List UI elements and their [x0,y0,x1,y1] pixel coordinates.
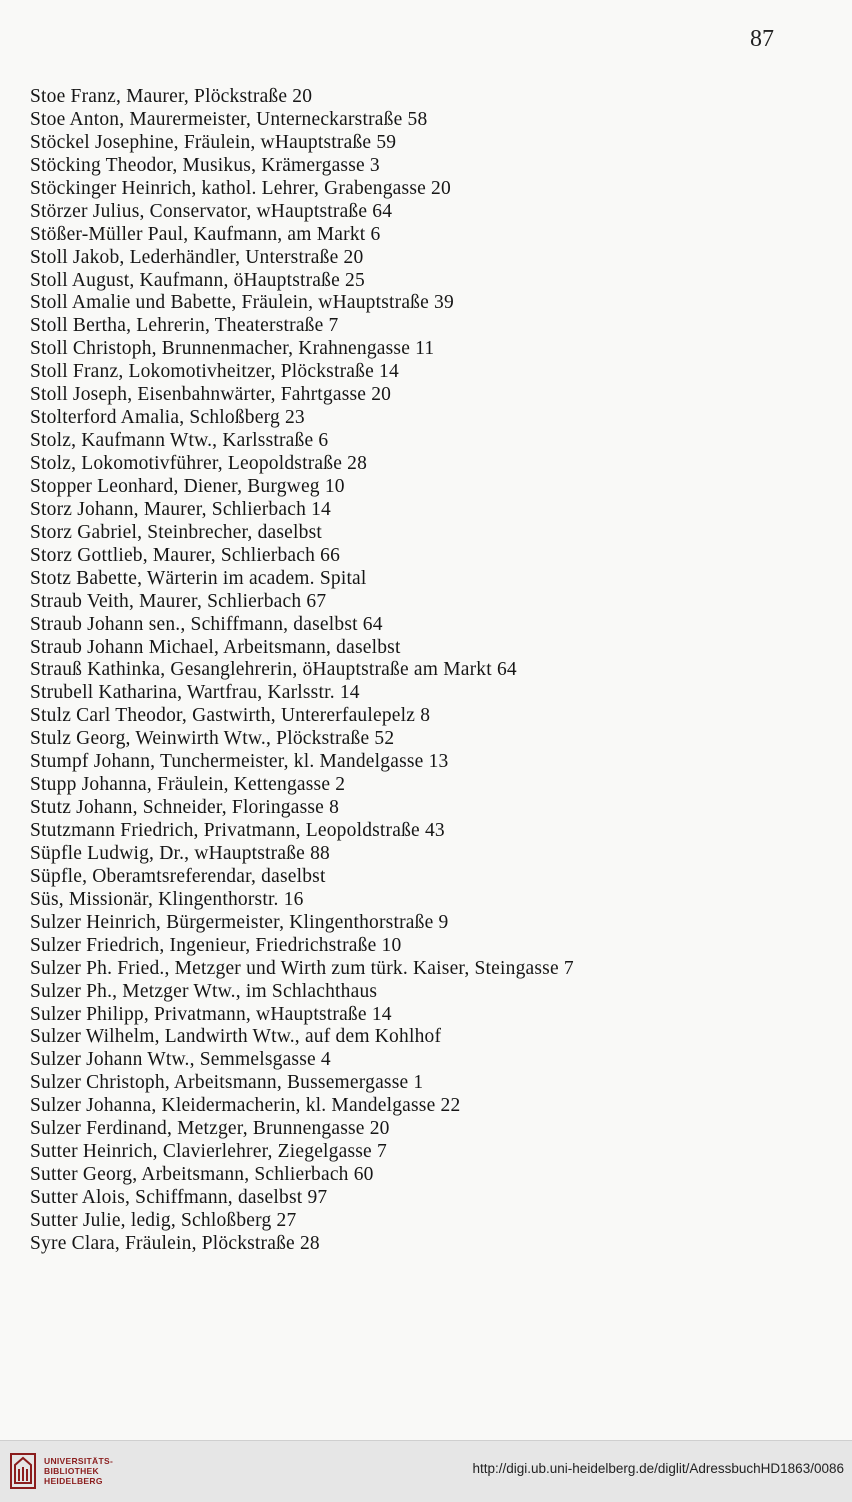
address-entry: Stoll Joseph, Eisenbahnwärter, Fahrtgasse 20 [30,384,392,406]
address-entry: Strubell Katharina, Wartfrau, Karlsstr. 14 [30,682,360,704]
address-entry: Storz Gabriel, Steinbrecher, daselbst [30,521,322,543]
address-entry: Stoll Bertha, Lehrerin, Theaterstraße 7 [30,315,339,337]
address-entry: Stutz Johann, Schneider, Floringasse 8 [30,797,340,819]
address-entry: Stoe Anton, Maurermeister, Unterneckarstraße 58 [30,108,428,130]
address-entry: Stulz Carl Theodor, Gastwirth, Untererfaulepelz 8 [30,705,431,727]
address-entry: Stoll Christoph, Brunnenmacher, Krahnengasse 11 [30,338,435,360]
library-name-line1: UNIVERSITÄTS- [44,1456,114,1466]
address-entry: Süpfle, Oberamtsreferendar, daselbst [30,865,326,887]
address-entry: Störzer Julius, Conservator, wHauptstraße 64 [30,200,393,222]
address-entry: Sutter Georg, Arbeitsmann, Schlierbach 60 [30,1164,374,1186]
address-entry: Strauß Kathinka, Gesanglehrerin, öHauptstraße am Markt 64 [30,659,517,681]
library-name-line3: HEIDELBERG [44,1476,103,1486]
address-entry: Sutter Heinrich, Clavierlehrer, Ziegelgasse 7 [30,1141,387,1163]
address-entry: Stulz Georg, Weinwirth Wtw., Plöckstraße 52 [30,728,395,750]
address-entry: Sutter Alois, Schiffmann, daselbst 97 [30,1187,328,1208]
address-entry: Stolz, Kaufmann Wtw., Karlsstraße 6 [30,430,329,452]
address-entry: Sulzer Ferdinand, Metzger, Brunnengasse 20 [30,1118,390,1140]
address-entry: Sulzer Ph., Metzger Wtw., im Schlachthaus [30,980,378,1002]
address-entry: Sulzer Wilhelm, Landwirth Wtw., auf dem Kohlhof [30,1026,442,1048]
address-entry: Sutter Julie, ledig, Schloßberg 27 [30,1209,297,1231]
address-entry: Sulzer Philipp, Privatmann, wHauptstraße 14 [30,1003,392,1025]
address-entry: Straub Johann sen., Schiffmann, daselbst 64 [30,613,383,635]
address-entry: Storz Johann, Maurer, Schlierbach 14 [30,498,332,520]
address-entry: Stoe Franz, Maurer, Plöckstraße 20 [30,86,313,107]
address-entry: Stumpf Johann, Tunchermeister, kl. Mandelgasse 13 [30,751,449,773]
library-seal-icon [10,1453,36,1489]
address-entry: Sulzer Friedrich, Ingenieur, Friedrichstraße 10 [30,934,402,956]
address-entry: Sulzer Ph. Fried., Metzger und Wirth zum türk. Kaiser, Steingasse 7 [30,957,574,979]
address-entry: Stolterford Amalia, Schloßberg 23 [30,407,305,429]
document-url-link[interactable]: http://digi.ub.uni-heidelberg.de/diglit/AdressbuchHD1863/0086 [472,1461,844,1476]
address-entry: Stupp Johanna, Fräulein, Kettengasse 2 [30,774,346,796]
address-entry: Straub Johann Michael, Arbeitsmann, daselbst [30,636,401,658]
address-entry: Storz Gottlieb, Maurer, Schlierbach 66 [30,544,341,566]
address-entry: Stößer-Müller Paul, Kaufmann, am Markt 6 [30,223,381,245]
address-entry: Stotz Babette, Wärterin im academ. Spital [30,567,367,589]
address-entry: Stoll August, Kaufmann, öHauptstraße 25 [30,269,365,291]
page-number: 87 [750,26,774,52]
address-entry: Süs, Missionär, Klingenthorstr. 16 [30,888,304,910]
address-entry: Stöcking Theodor, Musikus, Krämergasse 3 [30,154,380,176]
address-entry: Stoll Franz, Lokomotivheitzer, Plöckstraße 14 [30,361,399,383]
viewer-footer [0,1440,852,1502]
library-name-line2: BIBLIOTHEK [44,1466,99,1476]
address-entry: Stolz, Lokomotivführer, Leopoldstraße 28 [30,453,368,474]
address-entry: Sulzer Christoph, Arbeitsmann, Bussemergasse 1 [30,1072,424,1094]
address-entry: Straub Veith, Maurer, Schlierbach 67 [30,590,327,612]
address-entry: Stopper Leonhard, Diener, Burgweg 10 [30,475,345,497]
library-logo[interactable] [10,1449,120,1493]
address-entry: Stoll Amalie und Babette, Fräulein, wHauptstraße 39 [30,292,454,314]
address-entry: Sulzer Heinrich, Bürgermeister, Klingenthorstraße 9 [30,911,449,933]
address-entry: Stutzmann Friedrich, Privatmann, Leopoldstraße 43 [30,820,445,841]
address-entry: Stöckinger Heinrich, kathol. Lehrer, Grabengasse 20 [30,177,451,199]
library-name [44,1456,113,1486]
address-entry-list [30,86,830,1256]
address-entry: Stöckel Josephine, Fräulein, wHauptstraße 59 [30,131,397,153]
address-entry: Sulzer Johanna, Kleidermacherin, kl. Mandelgasse 22 [30,1095,461,1117]
address-entry: Syre Clara, Fräulein, Plöckstraße 28 [30,1232,320,1254]
address-entry: Stoll Jakob, Lederhändler, Unterstraße 20 [30,246,364,268]
address-entry: Süpfle Ludwig, Dr., wHauptstraße 88 [30,842,330,864]
address-entry: Sulzer Johann Wtw., Semmelsgasse 4 [30,1049,331,1071]
